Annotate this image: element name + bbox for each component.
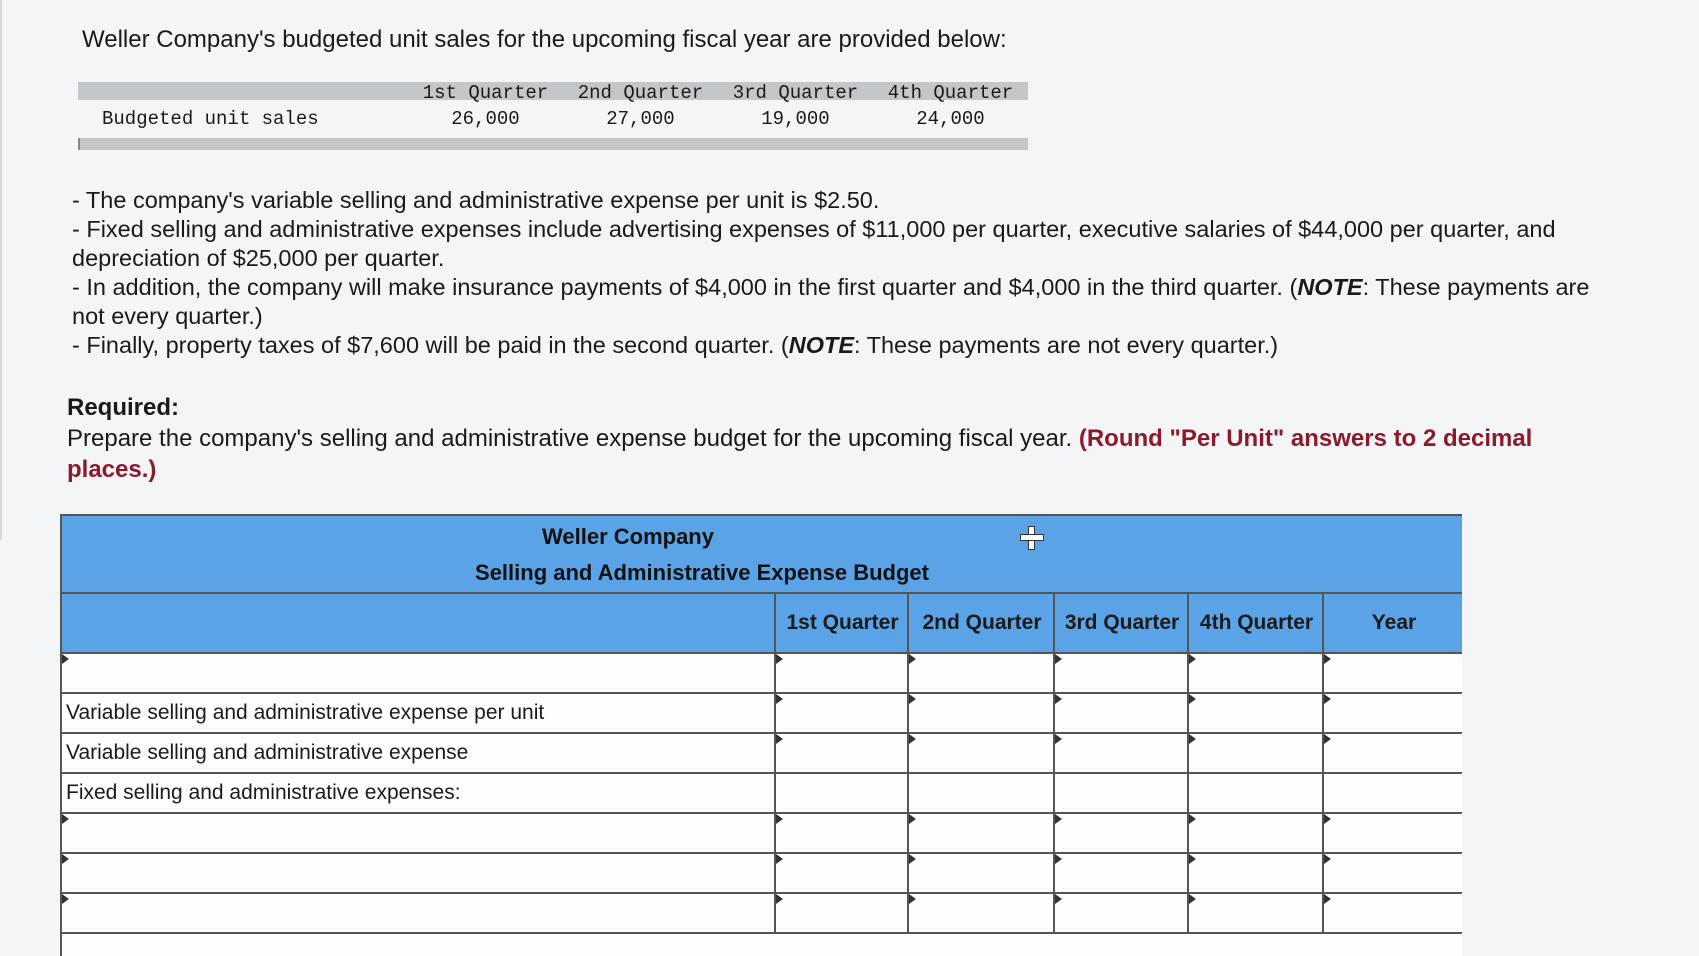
amount-input-cell[interactable] <box>1187 854 1324 892</box>
row-label[interactable] <box>62 894 770 932</box>
col-q3: 3rd Quarter <box>732 82 859 104</box>
table-row <box>62 654 1462 694</box>
amount-input-cell[interactable] <box>774 654 909 692</box>
amount-input-cell[interactable] <box>774 694 909 732</box>
amount-input-cell[interactable] <box>1322 654 1464 692</box>
amount-input-cell[interactable] <box>1053 894 1189 932</box>
amount-input-cell[interactable] <box>774 854 909 892</box>
col-q4: 4th Quarter <box>887 82 1014 104</box>
table-row <box>62 694 1462 734</box>
row-label: Budgeted unit sales <box>102 108 319 130</box>
company-name: Weller Company <box>542 524 714 549</box>
amount-input-cell <box>907 774 1055 812</box>
page-edge <box>0 0 2 540</box>
amount-input-cell[interactable] <box>1187 654 1324 692</box>
amount-input-cell[interactable] <box>1053 734 1189 772</box>
amount-input-cell[interactable] <box>1053 814 1189 852</box>
column-header: 4th Quarter <box>1187 594 1324 652</box>
list-item: - Finally, property taxes of $7,600 will be paid in the second quarter. (NOTE: These payments are not every quarter.) <box>72 332 1279 358</box>
amount-input-cell[interactable] <box>1322 854 1464 892</box>
budget-title-row <box>62 554 1462 594</box>
amount-input-cell[interactable] <box>907 694 1055 732</box>
amount-input-cell[interactable] <box>907 654 1055 692</box>
row-label[interactable] <box>62 654 770 692</box>
budget-column-header-row <box>62 594 1462 654</box>
amount-input-cell <box>1322 774 1464 812</box>
amount-input-cell[interactable] <box>1322 814 1464 852</box>
required-section <box>67 392 1567 485</box>
table-footer-band <box>78 138 1028 150</box>
value-q3: 19,000 <box>761 108 830 130</box>
list-item: - Fixed selling and administrative expenses include advertising expenses of $11,000 per quarter, executive salaries of $44,000 per quarter, and depreciation of $25,000 per quarter. <box>72 216 1556 271</box>
column-header: 2nd Quarter <box>907 594 1055 652</box>
amount-input-cell <box>1053 774 1189 812</box>
assumptions-list <box>72 186 1612 360</box>
row-label: Variable selling and administrative expense per unit <box>66 701 545 724</box>
list-item: - In addition, the company will make insurance payments of $4,000 in the first quarter and $4,000 in the third quarter. (NOTE: These payments are not every quarter.) <box>72 274 1590 329</box>
required-text: Prepare the company's selling and administrative expense budget for the upcoming fiscal year. (Round "Per Unit" answers to 2 decimal places.) <box>67 425 1533 483</box>
amount-input-cell[interactable] <box>1053 694 1189 732</box>
amount-input-cell[interactable] <box>1322 734 1464 772</box>
value-q2: 27,000 <box>606 108 675 130</box>
add-row-icon[interactable] <box>1020 526 1044 550</box>
amount-input-cell <box>774 774 909 812</box>
budget-table <box>60 514 1462 956</box>
rounding-hint: (Round "Per Unit" answers to 2 decimal places.) <box>67 425 1533 483</box>
amount-input-cell[interactable] <box>1187 814 1324 852</box>
list-item: - The company's variable selling and administrative expense per unit is $2.50. <box>72 187 880 213</box>
unit-sales-table <box>78 82 1028 150</box>
amount-input-cell[interactable] <box>1053 854 1189 892</box>
amount-input-cell[interactable] <box>1187 694 1324 732</box>
table-row <box>62 814 1462 854</box>
column-header: Year <box>1322 594 1464 652</box>
amount-input-cell[interactable] <box>774 814 909 852</box>
amount-input-cell[interactable] <box>907 734 1055 772</box>
row-label: Variable selling and administrative expense <box>66 741 469 764</box>
budget-title: Selling and Administrative Expense Budget <box>475 560 929 585</box>
budget-company-row <box>62 516 1462 556</box>
col-q1: 1st Quarter <box>422 82 549 104</box>
amount-input-cell[interactable] <box>907 814 1055 852</box>
row-label: Fixed selling and administrative expenses: <box>66 781 461 804</box>
amount-input-cell <box>1187 774 1324 812</box>
amount-input-cell[interactable] <box>1053 654 1189 692</box>
column-header: 3rd Quarter <box>1053 594 1189 652</box>
amount-input-cell[interactable] <box>774 894 909 932</box>
amount-input-cell[interactable] <box>1187 734 1324 772</box>
value-q1: 26,000 <box>451 108 520 130</box>
table-row <box>62 854 1462 894</box>
amount-input-cell[interactable] <box>774 734 909 772</box>
table-row <box>62 774 1462 814</box>
value-q4: 24,000 <box>916 108 985 130</box>
amount-input-cell[interactable] <box>1187 894 1324 932</box>
amount-input-cell[interactable] <box>907 894 1055 932</box>
column-header: 1st Quarter <box>774 594 909 652</box>
required-heading: Required: <box>67 394 180 421</box>
amount-input-cell[interactable] <box>907 854 1055 892</box>
row-label[interactable] <box>62 814 770 852</box>
amount-input-cell[interactable] <box>1322 894 1464 932</box>
table-row <box>62 734 1462 774</box>
table-row <box>62 894 1462 934</box>
amount-input-cell[interactable] <box>1322 694 1464 732</box>
col-q2: 2nd Quarter <box>577 82 704 104</box>
intro-text: Weller Company's budgeted unit sales for the upcoming fiscal year are provided below: <box>82 26 1007 53</box>
row-label[interactable] <box>62 854 770 892</box>
